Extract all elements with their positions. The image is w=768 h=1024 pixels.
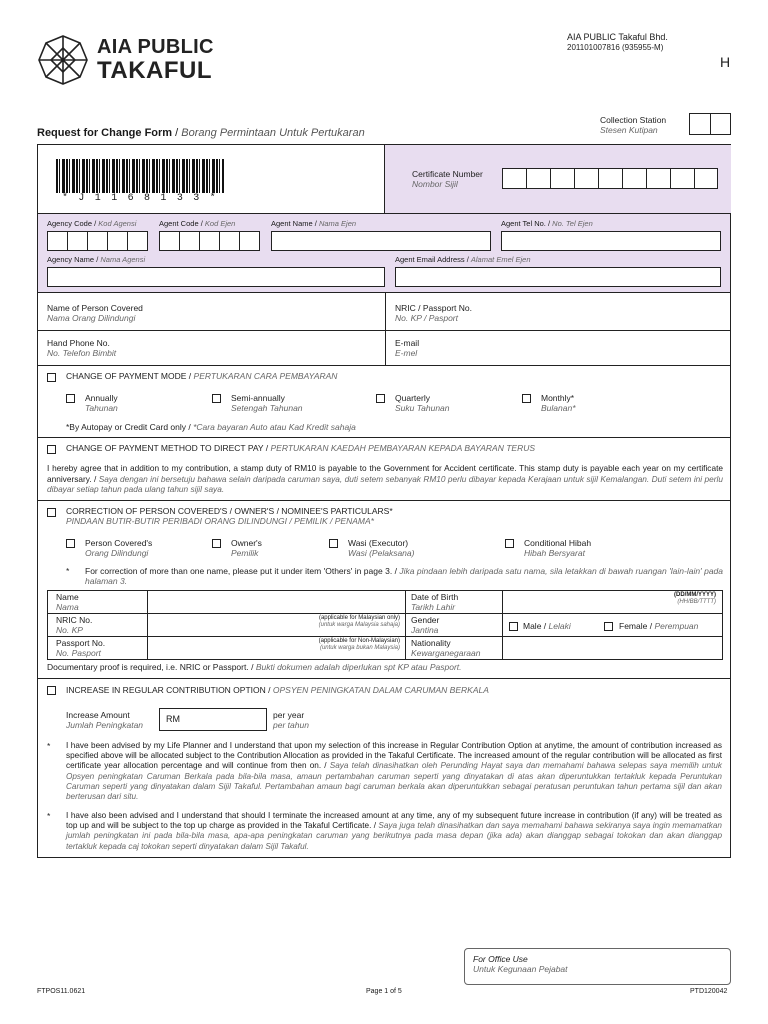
- increase-title-ms: OPSYEN PENINGKATAN DALAM CARUMAN BERKALA: [272, 685, 489, 695]
- agent-code-cell[interactable]: [199, 231, 219, 251]
- payment-mode-note-ms: *Cara bayaran Auto atau Kad Kredit sahaja: [193, 422, 356, 432]
- increase-title: INCREASE IN REGULAR CONTRIBUTION OPTION / OPSYEN PENINGKATAN DALAM CARUMAN BERKALA: [66, 685, 489, 695]
- quarterly-label: [395, 393, 450, 413]
- table-nationality-en: Nationality: [411, 638, 451, 648]
- brand-line1: AIA PUBLIC: [97, 36, 214, 58]
- table-name-input[interactable]: [148, 591, 405, 613]
- table-gender-en: Gender: [411, 615, 440, 625]
- person-name-en: Name of Person Covered: [47, 303, 143, 313]
- cert-cell[interactable]: [622, 168, 646, 189]
- conditional-hibah-ms: Hibah Bersyarat: [524, 548, 585, 558]
- stamp-duty-paragraph: I hereby agree that in addition to my contribution, a stamp duty of RM10 is payable to the Government for Accident certificate. This stamp duty is payable each year on my certificate anniversary. / Saya dengan ini bersetuju bahawa selain daripada caruman saya, duti setem sebanyak RM10 perlu dibayar kepada Kerajaan untuk sijil Kemalangan. Duti setem ini perlu dibayar setiap tahun pada ulang tahun sijil saya.: [47, 463, 723, 494]
- collection-station-en: Collection Station: [600, 115, 667, 125]
- divider: [37, 500, 731, 501]
- correction-note: For correction of more than one name, please put it under item 'Others' in page 3. / Jika pindaan lebih daripada satu nama, sila letakkan di bawah ruangan 'lain-lain' pada halaman 3.: [85, 566, 723, 586]
- monthly-checkbox[interactable]: [522, 394, 531, 403]
- nric-note-en: (applicable for Malaysian only): [318, 615, 400, 621]
- title-separator: /: [172, 127, 182, 139]
- certificate-number-boxes[interactable]: [502, 168, 718, 189]
- table-name-label: [56, 592, 79, 612]
- person-nric-en: NRIC / Passport No.: [395, 303, 472, 313]
- table-name-ms: Nama: [56, 602, 79, 612]
- wasi-ms: Wasi (Pelaksana): [348, 548, 415, 558]
- quarterly-ms: Suku Tahunan: [395, 403, 450, 413]
- stamp-duty-en: I hereby agree that in addition to my contribution, a stamp duty of RM10 is payable to the Government for Accident certificate. This stamp duty is payable each year on my certificate anniversary.: [47, 463, 723, 484]
- agent-tel-label: Agent Tel No. / No. Tel Ejen: [501, 219, 593, 228]
- agent-code-ms: Kod Ejen: [204, 219, 236, 228]
- cert-cell[interactable]: [598, 168, 622, 189]
- form-title-en: Request for Change Form: [37, 127, 173, 139]
- person-covered-en: Person Covered's: [85, 538, 153, 548]
- form-title-ms: Borang Permintaan Untuk Pertukaran: [181, 127, 365, 139]
- agency-code-ms: Kod Agensi: [98, 219, 137, 228]
- wasi-option-label: [348, 538, 414, 558]
- agency-name-en: Agency Name: [47, 255, 95, 264]
- barcode-area: [38, 145, 384, 213]
- table-dob-label: [411, 592, 458, 612]
- agency-code-label: Agency Code / Kod Agensi: [47, 219, 137, 228]
- owner-checkbox[interactable]: [212, 539, 221, 548]
- increase-para2-ms: Saya juga telah dinasihatkan dan saya memahami bahawa sekiranya saya ingin memamatkan jumlah peningkatan ini pada bila-bila masa, apa-apa peningkatan caruman yang berikutnya pada masa depan (jika ada) akan dianggap sebagai tokokan dan akan dianggap tertakluk kepada caj tokokan seperti dinyatakan dalam Sijil Takaful.: [66, 821, 722, 851]
- office-use-en: For Office Use: [473, 954, 528, 964]
- monthly-label: [541, 393, 576, 413]
- footer-ref-code: PTD120042: [690, 988, 728, 995]
- male-en: Male: [523, 621, 542, 631]
- agent-code-cell[interactable]: [219, 231, 239, 251]
- brand-line2: TAKAFUL: [97, 57, 213, 84]
- form-title: [37, 127, 365, 139]
- correction-note-ms: Jika pindaan lebih daripada satu nama, sila letakkan di bawah ruangan 'lain-lain' pada halaman 3.: [85, 566, 723, 586]
- person-email-field[interactable]: [395, 338, 419, 358]
- semi-annually-label: [231, 393, 303, 413]
- payment-mode-title-en: CHANGE OF PAYMENT MODE: [66, 371, 187, 381]
- agent-email-label: Agent Email Address / Alamat Emel Ejen: [395, 255, 531, 264]
- agency-code-cell[interactable]: [107, 231, 127, 251]
- payment-mode-note: *By Autopay or Credit Card only / *Cara bayaran Auto atau Kad Kredit sahaja: [66, 422, 356, 432]
- certificate-number-ms: Nombor Sijil: [412, 179, 458, 189]
- agency-name-label: Agency Name / Nama Agensi: [47, 255, 146, 264]
- stamp-duty-ms: Saya dengan ini bersetuju bahawa selain daripada caruman saya, duti setem sebanyak RM10 perlu dibayar kepada Kerajaan untuk sijil Kemalangan. Duti setem ini perlu dibayar setiap tahun pada ulang tahun sijil saya.: [47, 473, 723, 494]
- agent-name-label: Agent Name / Nama Ejen: [271, 219, 357, 228]
- table-nationality-ms: Kewarganegaraan: [411, 648, 481, 658]
- divider: [37, 330, 731, 331]
- agent-tel-input[interactable]: [501, 231, 721, 251]
- barcode-graphic: [56, 159, 224, 193]
- owner-en: Owner's: [231, 538, 262, 548]
- monthly-ms: Bulanan*: [541, 403, 576, 413]
- agent-code-en: Agent Code: [159, 219, 199, 228]
- passport-note-en: (applicable for Non-Malaysian): [318, 638, 400, 644]
- semi-annually-ms: Setengah Tahunan: [231, 403, 303, 413]
- table-line-v2: [405, 590, 406, 660]
- table-nric-note: [240, 615, 400, 629]
- agency-code-cell[interactable]: [87, 231, 107, 251]
- agent-name-input[interactable]: [271, 231, 491, 251]
- person-email-en: E-mail: [395, 338, 420, 348]
- agent-name-ms: Nama Ejen: [318, 219, 357, 228]
- payment-mode-note-en: *By Autopay or Credit Card only: [66, 422, 187, 432]
- conditional-hibah-option-label: [524, 538, 591, 558]
- nric-note-ms: (untuk warga Malaysia sahaja): [318, 622, 400, 628]
- agent-tel-en: Agent Tel No.: [501, 219, 546, 228]
- payment-method-title: CHANGE OF PAYMENT METHOD TO DIRECT PAY / PERTUKARAN KAEDAH PEMBAYARAN KEPADA BAYARAN TERUS: [66, 443, 536, 453]
- agent-name-en: Agent Name: [271, 219, 313, 228]
- collection-cell[interactable]: [689, 113, 710, 135]
- cert-cell[interactable]: [502, 168, 526, 189]
- increase-para1-en: I have been advised by my Life Planner and I understand that upon my selection of this increase in Regular Contribution Option at anytime, the amount of contribution increased as specified above will be allocated subject to the Contribution Allocation as provided in the Takaful Certificate. The increased amount of the regular contribution will be allocated as first certificate year allocation percentage and will continue from then on.: [66, 741, 722, 771]
- payment-method-title-ms: PERTUKARAN KAEDAH PEMBAYARAN KEPADA BAYARAN TERUS: [270, 443, 536, 453]
- semi-annually-en: Semi-annually: [231, 393, 285, 403]
- agent-tel-ms: No. Tel Ejen: [552, 219, 593, 228]
- increase-amount-en: Increase Amount: [66, 710, 130, 720]
- cert-cell[interactable]: [574, 168, 598, 189]
- agency-name-input[interactable]: [47, 267, 385, 287]
- female-checkbox[interactable]: [604, 622, 613, 631]
- agent-code-cell[interactable]: [159, 231, 179, 251]
- payment-method-checkbox[interactable]: [47, 445, 56, 454]
- table-nric-label: [56, 615, 92, 635]
- agent-email-ms: Alamat Emel Ejen: [470, 255, 531, 264]
- semi-annually-checkbox[interactable]: [212, 394, 221, 403]
- agent-code-input[interactable]: [159, 231, 260, 251]
- dob-format-ms: (HH/BB/TTTT): [677, 599, 716, 605]
- table-nationality-label: [411, 638, 480, 658]
- agency-name-ms: Nama Agensi: [100, 255, 146, 264]
- female-label: Female / Perempuan: [619, 621, 699, 631]
- company-name: AIA PUBLIC Takaful Bhd.: [567, 32, 668, 42]
- annually-checkbox[interactable]: [66, 394, 75, 403]
- agent-email-en: Agent Email Address: [395, 255, 465, 264]
- per-year-label: [273, 710, 309, 730]
- office-use-label: [473, 954, 568, 974]
- office-use-ms: Untuk Kegunaan Pejabat: [473, 964, 568, 974]
- agency-code-cell[interactable]: [67, 231, 87, 251]
- male-ms: Lelaki: [548, 621, 571, 631]
- agent-email-input[interactable]: [395, 267, 721, 287]
- person-covered-checkbox[interactable]: [66, 539, 75, 548]
- increase-para2-en: I have also been advised and I understand that should I terminate the increased amount at any time, any of my subsequent future increase in contribution (if any) will be treated as top up and will be subject to the top up charge as provided in the Takaful Certificate.: [66, 811, 722, 831]
- table-nric-ms: No. KP: [56, 625, 83, 635]
- divider: [37, 437, 731, 438]
- footer-page-number: Page 1 of 5: [366, 988, 402, 995]
- cert-cell[interactable]: [646, 168, 670, 189]
- agency-code-en: Agency Code: [47, 219, 93, 228]
- divider: [37, 678, 731, 679]
- person-email-ms: E-mel: [395, 348, 418, 358]
- company-logo: [37, 34, 89, 86]
- per-year-ms: per tahun: [273, 720, 309, 730]
- person-name-ms: Nama Orang Dilindungi: [47, 313, 136, 323]
- cert-cell[interactable]: [670, 168, 694, 189]
- agency-code-cell[interactable]: [127, 231, 148, 251]
- table-passport-en: Passport No.: [56, 638, 106, 648]
- payment-mode-title-ms: PERTUKARAN CARA PEMBAYARAN: [193, 371, 338, 381]
- male-label: Male / Lelaki: [523, 621, 571, 631]
- currency-label: RM: [166, 714, 180, 724]
- proof-en: Documentary proof is required, i.e. NRIC or Passport.: [47, 662, 249, 672]
- payment-mode-title: CHANGE OF PAYMENT MODE / PERTUKARAN CARA PEMBAYARAN: [66, 371, 338, 381]
- female-ms: Perempuan: [654, 621, 699, 631]
- table-passport-label: [56, 638, 105, 658]
- increase-paragraph-2: I have also been advised and I understand that should I terminate the increased amount at any time, any of my subsequent future increase in contribution (if any) will be treated as top up and will be subject to the top up charge as provided in the Takaful Certificate. / Saya juga telah dinasihatkan dan saya memahami bahawa sekiranya saya ingin memamatkan jumlah peningkatan ini pada bila-bila masa, apa-apa peningkatan caruman yang berikutnya pada masa depan (jika ada) akan dianggap sebagai tokokan dan akan dianggap tertakluk kepada caj tokokan seperti dinyatakan dalam Sijil Takaful.: [66, 811, 722, 851]
- per-year-en: per year: [273, 710, 305, 720]
- payment-mode-checkbox[interactable]: [47, 373, 56, 382]
- annually-label: [85, 393, 118, 413]
- person-phone-field[interactable]: [47, 338, 116, 358]
- table-nric-en: NRIC No.: [56, 615, 93, 625]
- wasi-checkbox[interactable]: [329, 539, 338, 548]
- person-name-field[interactable]: [47, 303, 143, 323]
- table-passport-note: [240, 638, 400, 652]
- table-dob-en: Date of Birth: [411, 592, 459, 602]
- table-dob-format: [600, 592, 716, 606]
- increase-title-en: INCREASE IN REGULAR CONTRIBUTION OPTION: [66, 685, 266, 695]
- agent-code-cell[interactable]: [239, 231, 260, 251]
- increase-para1-ms: Saya telah dinasihatkan oleh Perunding Hayat saya dan memahami bahawa selepas saya memilih untuk Opsyen peningkatan Caruman Berkala pada bila-bila masa, amaun pertambahan caruman seperti yang dinyatakan di atas akan diperuntukkan tertakluk kepada Peruntukan Caruman seperti yang dinyatakan dalam Sijil Takaful. Pertambahan amaun bagi caruman berkala akan diperuntukkan sebagai peratusan peruntukan tahun pertama sijil dan akan berterusan dari situ.: [66, 761, 722, 802]
- quarterly-en: Quarterly: [395, 393, 430, 403]
- table-dob-ms: Tarikh Lahir: [411, 602, 456, 612]
- quarterly-checkbox[interactable]: [376, 394, 385, 403]
- collection-station-boxes[interactable]: [689, 113, 731, 135]
- barcode-text: * J 1 1 6 8 1 3 3 *: [62, 193, 218, 204]
- annually-ms: Tahunan: [85, 403, 118, 413]
- correction-checkbox[interactable]: [47, 508, 56, 517]
- agency-code-cell[interactable]: [47, 231, 67, 251]
- correction-title: [66, 506, 393, 526]
- female-en: Female: [619, 621, 648, 631]
- collection-cell[interactable]: [710, 113, 731, 135]
- documentary-proof-note: Documentary proof is required, i.e. NRIC or Passport. / Bukti dokumen adalah diperlukan spt KP atau Pasport.: [47, 662, 462, 672]
- increase-amount-label: [66, 710, 143, 730]
- owner-ms: Pemilik: [231, 548, 259, 558]
- correction-title-ms: PINDAAN BUTIR-BUTIR PERIBADI ORANG DILINDUNGI / PEMILIK / PENAMA*: [66, 516, 374, 526]
- proof-ms: Bukti dokumen adalah diperlukan spt KP atau Pasport.: [255, 662, 462, 672]
- annually-en: Annually: [85, 393, 118, 403]
- certificate-number-en: Certificate Number: [412, 169, 483, 179]
- cert-cell[interactable]: [694, 168, 718, 189]
- divider: [37, 292, 731, 293]
- company-reg: 201101007816 (935955-M): [567, 43, 664, 52]
- payment-method-title-en: CHANGE OF PAYMENT METHOD TO DIRECT PAY: [66, 443, 264, 453]
- monthly-en: Monthly*: [541, 393, 575, 403]
- increase-paragraph-1: I have been advised by my Life Planner and I understand that upon my selection of this increase in Regular Contribution Option at anytime, the amount of contribution increased as specified above will be allocated subject to the Contribution Allocation as provided in the Takaful Certificate. The increased amount of the regular contribution will be allocated as first certificate year allocation percentage and will continue from then on. / Saya telah dinasihatkan oleh Perunding Hayat saya dan memahami bahawa selepas saya memilih untuk Opsyen peningkatan Caruman Berkala pada bila-bila masa, amaun pertambahan caruman seperti yang dinyatakan di atas akan diperuntukkan tertakluk kepada Peruntukan Caruman seperti yang dinyatakan dalam Sijil Takaful. Pertambahan amaun bagi caruman berkala akan diperuntukkan sebagai peratusan peruntukan tahun pertama sijil dan akan berterusan dari situ.: [66, 741, 722, 802]
- person-covered-option-label: [85, 538, 152, 558]
- increase-amount-ms: Jumlah Peningkatan: [66, 720, 144, 730]
- table-passport-ms: No. Pasport: [56, 648, 101, 658]
- owner-option-label: [231, 538, 262, 558]
- agent-code-cell[interactable]: [179, 231, 199, 251]
- table-nationality-input[interactable]: [503, 637, 722, 659]
- person-nric-ms: No. KP / Pasport: [395, 313, 458, 323]
- divider: [37, 365, 731, 366]
- table-name-en: Name: [56, 592, 79, 602]
- collection-station-label: [600, 115, 666, 135]
- table-gender-label: [411, 615, 439, 635]
- passport-note-ms: (untuk warga bukan Malaysia): [319, 645, 400, 651]
- increase-asterisk-2: *: [47, 811, 51, 821]
- person-phone-ms: No. Telefon Bimbit: [47, 348, 117, 358]
- increase-checkbox[interactable]: [47, 686, 56, 695]
- footer-form-code: FTPOS11.0621: [37, 988, 86, 995]
- person-phone-en: Hand Phone No.: [47, 338, 110, 348]
- correction-note-en: For correction of more than one name, please put it under item 'Others' in page 3.: [85, 566, 393, 576]
- conditional-hibah-checkbox[interactable]: [505, 539, 514, 548]
- person-divider-v: [385, 292, 386, 365]
- correction-title-en: CORRECTION OF PERSON COVERED'S / OWNER'S / NOMINEE'S PARTICULARS*: [66, 506, 393, 516]
- agent-code-label: Agent Code / Kod Ejen: [159, 219, 236, 228]
- cert-cell[interactable]: [526, 168, 550, 189]
- male-checkbox[interactable]: [509, 622, 518, 631]
- conditional-hibah-en: Conditional Hibah: [524, 538, 592, 548]
- table-gender-ms: Jantina: [411, 625, 439, 635]
- increase-amount-input[interactable]: [159, 708, 267, 731]
- agency-code-input[interactable]: [47, 231, 148, 251]
- collection-station-ms: Stesen Kutipan: [600, 125, 658, 135]
- person-nric-field[interactable]: [395, 303, 472, 323]
- increase-asterisk-1: *: [47, 741, 51, 751]
- form-version-letter: H: [720, 54, 731, 70]
- correction-asterisk: *: [66, 566, 70, 576]
- certificate-number-label: [412, 169, 483, 189]
- person-covered-ms: Orang Dilindungi: [85, 548, 149, 558]
- dob-format-en: (DD/MM/YYYY): [674, 592, 716, 598]
- wasi-en: Wasi (Executor): [348, 538, 409, 548]
- cert-cell[interactable]: [550, 168, 574, 189]
- logo-emblem-icon: [37, 34, 89, 86]
